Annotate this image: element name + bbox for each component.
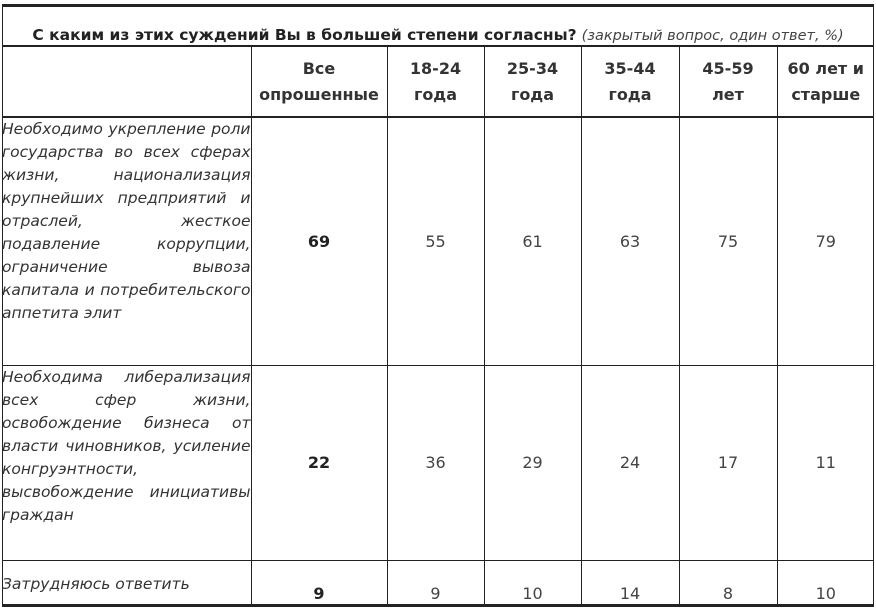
table-row [2, 117, 874, 365]
value-cell: 8 [679, 560, 777, 604]
value-cell: 36 [387, 365, 484, 560]
header-row [2, 47, 874, 117]
value-cell: 10 [777, 560, 874, 604]
survey-table [2, 47, 874, 604]
column-header-line2: старше [791, 84, 861, 104]
value-cell: 14 [581, 560, 679, 604]
column-header-35-44 [581, 47, 679, 117]
column-header-line1: 18-24 [409, 58, 462, 78]
column-header-line2: опрошенные [259, 84, 379, 104]
column-header-line1: Все [302, 58, 336, 78]
column-header-line1: 25-34 [506, 58, 559, 78]
column-header-line1: 60 лет и [787, 58, 864, 78]
question-note: (закрытый вопрос, один ответ, %) [581, 28, 844, 44]
value-cell: 61 [484, 117, 581, 365]
column-header-line1: 45-59 [702, 58, 754, 78]
value-cell: 55 [387, 117, 484, 365]
value-cell-total: 69 [251, 117, 387, 365]
value-cell: 24 [581, 365, 679, 560]
column-header-45-59 [679, 47, 777, 117]
column-header-line2: года [608, 84, 652, 104]
value-cell-total: 9 [251, 560, 387, 604]
column-header-all [251, 47, 387, 117]
value-cell: 79 [777, 117, 874, 365]
row-label: Необходима либерализация всех сфер жизни, освобождение бизнеса от власти чиновников, усиление конгруэнтности, высвобождение инициативы граждан [2, 365, 251, 560]
row-label: Необходимо укрепление роли государства во всех сферах жизни, национализация крупнейших предприятий и отраслей, жесткое подавление коррупции, ограничение вывоза капитала и потребительского аппетита элит [2, 117, 251, 365]
value-cell: 11 [777, 365, 874, 560]
value-cell: 10 [484, 560, 581, 604]
header-corner-cell [2, 47, 251, 117]
row-label: Затрудняюсь ответить [2, 560, 251, 604]
column-header-line2: лет [712, 84, 744, 104]
table-row [2, 560, 874, 604]
value-cell-total: 22 [251, 365, 387, 560]
table-title [2, 7, 874, 47]
column-header-line2: года [413, 84, 458, 104]
column-header-line2: года [510, 84, 555, 104]
bottom-rule [2, 604, 874, 607]
value-cell: 29 [484, 365, 581, 560]
value-cell: 75 [679, 117, 777, 365]
value-cell: 63 [581, 117, 679, 365]
table-row [2, 365, 874, 560]
value-cell: 17 [679, 365, 777, 560]
column-header-60-plus [777, 47, 874, 117]
question-text: С каким из этих суждений Вы в большей степени согласны? [32, 26, 577, 44]
column-header-25-34 [484, 47, 581, 117]
column-header-line1: 35-44 [604, 58, 656, 78]
value-cell: 9 [387, 560, 484, 604]
column-header-18-24 [387, 47, 484, 117]
